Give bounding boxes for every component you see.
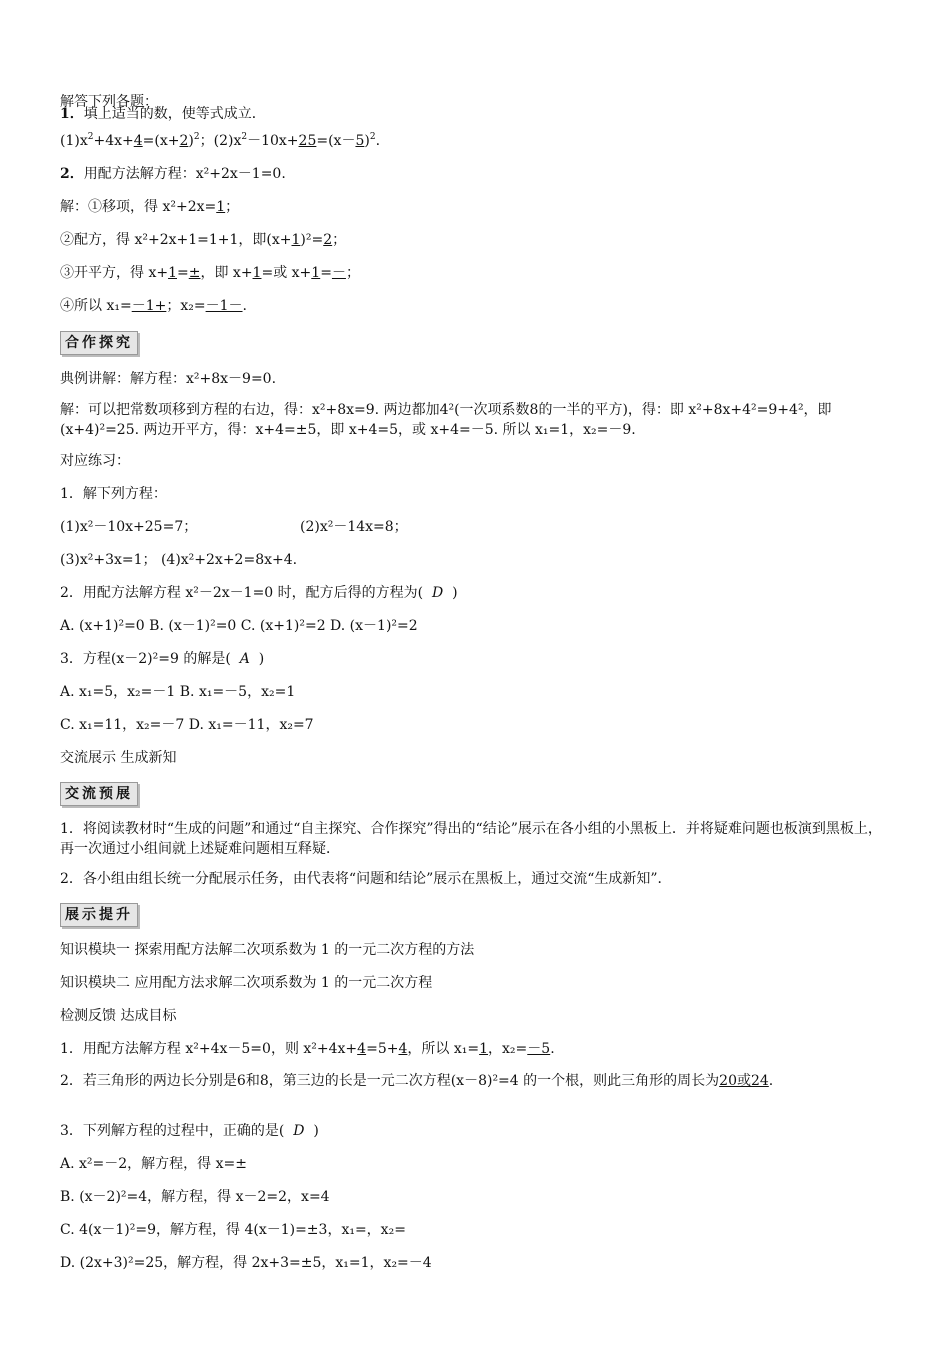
practice-2-answer: D (432, 585, 444, 601)
badge-cooperate: 合作探究 (60, 331, 138, 355)
practice-2-options: A. (x+1)²=0 B. (x－1)²=0 C. (x+1)²=2 D. (x－1)²=2 (60, 618, 418, 634)
practice-3: 3．方程(x－2)²=9 的解是( A ) (60, 651, 265, 667)
check-2-answer: 20或24 (719, 1073, 769, 1089)
badge-show: 展示提升 (60, 903, 138, 927)
step-4: ④所以 x₁=－1+；x₂=－1－. (60, 298, 247, 314)
exchange-heading: 交流展示 生成新知 (60, 750, 177, 766)
practice-1b: (2)x²－14x=8； (300, 519, 408, 535)
check-heading: 检测反馈 达成目标 (60, 1008, 177, 1024)
q2-line: 2．用配方法解方程：x²+2x－1=0. (60, 166, 286, 182)
example-body: 解：可以把常数项移到方程的右边，得：x²+8x=9. 两边都加4²(一次项系数8的一半的平方)，得：即 x²+8x+4²=9+4²，即(x+4)²=25. 两边开平方，得：x+4=±5，即 x+4=5，或 x+4=－5. 所以 x₁=1，x₂=－9. (60, 402, 832, 438)
badge-preview: 交流预展 (60, 782, 138, 806)
intro-text: 解答下列各题： (60, 94, 158, 110)
practice-3-options-cd: C. x₁=11，x₂=－7 D. x₁=－11，x₂=7 (60, 717, 314, 733)
knowledge-module-2: 知识模块二 应用配方法求解二次项系数为 1 的一元二次方程 (60, 975, 433, 991)
knowledge-module-1: 知识模块一 探索用配方法解二次项系数为 1 的一元二次方程的方法 (60, 942, 475, 958)
check-3-option-c: C. 4(x－1)²=9，解方程，得 4(x－1)=±3，x₁=，x₂= (60, 1222, 406, 1238)
step-2: ②配方，得 x²+2x+1=1+1，即(x+1)²=2； (60, 232, 347, 248)
practice-title: 对应练习： (60, 453, 130, 469)
q1-number: 1 (60, 106, 70, 122)
example-title: 典例讲解：解方程：x²+8x－9=0. (60, 371, 277, 387)
practice-1c: (3)x²+3x=1； (4)x²+2x+2=8x+4. (60, 552, 298, 568)
exchange-1: 1．将阅读教材时“生成的问题”和通过“自主探究、合作探究”得出的“结论”展示在各小组的小黑板上．并将疑难问题也板演到黑板上，再一次通过小组间就上述疑难问题相互释疑． (60, 821, 882, 857)
practice-1: 1．解下列方程： (60, 486, 167, 502)
check-1: 1．用配方法解方程 x²+4x－5=0，则 x²+4x+4=5+4，所以 x₁=1，x₂=－5. (60, 1041, 555, 1057)
practice-1a: (1)x²－10x+25=7； (60, 519, 198, 535)
check-3-option-d: D. (2x+3)²=25，解方程，得 2x+3=±5，x₁=1，x₂=－4 (60, 1255, 432, 1271)
exchange-2: 2．各小组由组长统一分配展示任务，由代表将“问题和结论”展示在黑板上，通过交流“生成新知”． (60, 871, 672, 887)
step-3: ③开平方，得 x+1=±，即 x+1=或 x+1=－； (60, 265, 360, 281)
check-2: 2．若三角形的两边长分别是6和8，第三边的长是一元二次方程(x－8)²=4 的一个根，则此三角形的周长为20或24. (60, 1073, 774, 1089)
check-3: 3．下列解方程的过程中，正确的是( D ) (60, 1123, 319, 1139)
step-1: 解：①移项，得 x²+2x=1； (60, 199, 240, 215)
q1-line: 1．填上适当的数，使等式成立． (60, 106, 266, 122)
practice-3-answer: A (239, 651, 250, 667)
check-3-option-b: B. (x－2)²=4，解方程，得 x－2=2，x=4 (60, 1189, 330, 1205)
q2-text: 用配方法解方程：x²+2x－1=0. (83, 166, 286, 182)
q1-text: 填上适当的数，使等式成立． (83, 106, 266, 122)
q1-equations: $(1)x^2+4x+4=(x+2)^2$；$(2)x^2-10x+25=(x-5)^2$. (60, 132, 381, 149)
check-3-option-a: A. x²=－2，解方程，得 x=± (60, 1156, 247, 1172)
check-3-answer: D (293, 1123, 305, 1139)
practice-3-options-ab: A. x₁=5，x₂=－1 B. x₁=－5，x₂=1 (60, 684, 296, 700)
practice-2: 2．用配方法解方程 x²－2x－1=0 时，配方后得的方程为( D ) (60, 585, 458, 601)
